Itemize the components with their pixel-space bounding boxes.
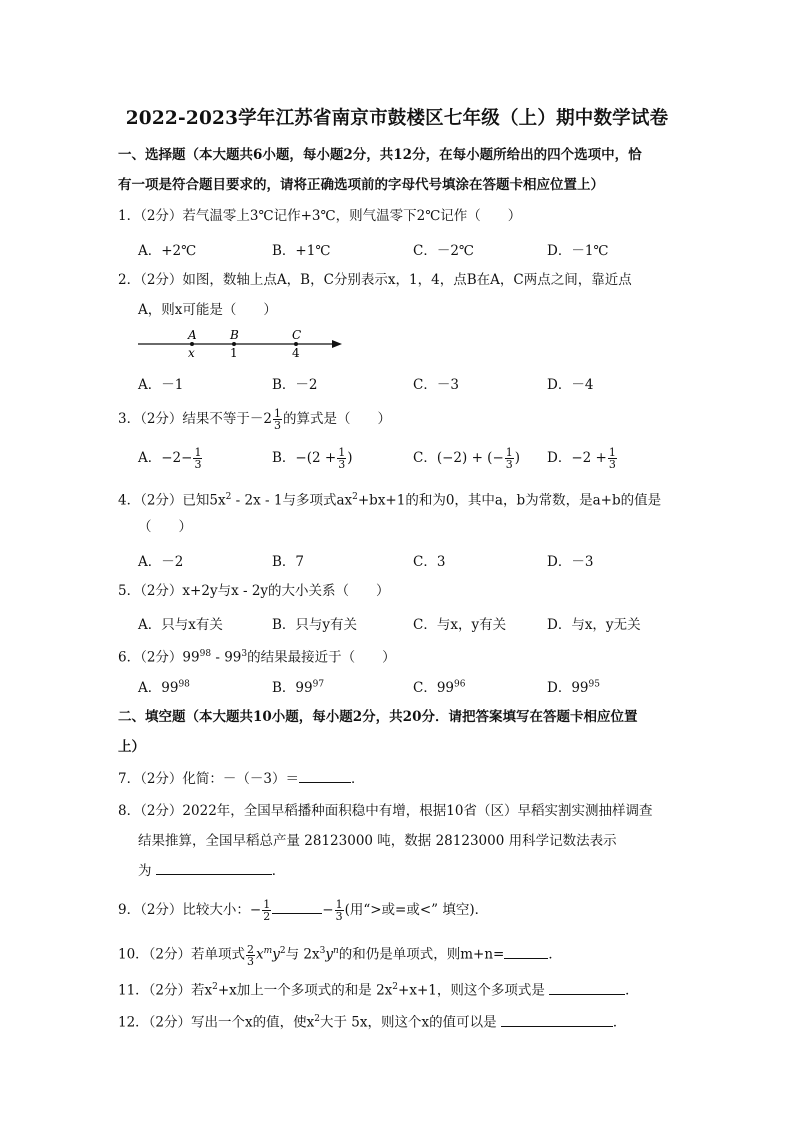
fraction [337,447,346,470]
q4-option-b: B．7 [272,554,305,570]
q1-option-c: C．－2℃ [413,243,475,259]
fraction [262,899,271,922]
q5-option-c: C．与x，y有关 [413,617,507,633]
q12-text: 12．（2分）写出一个x的值，使x [118,1014,315,1031]
q8-text: ． [271,863,286,879]
section-heading: 二、填空题（本大题共10小题，每小题2分，共20分．请把答案填写在答题卡相应位置 [118,709,638,725]
exponent: 2 [314,1014,320,1024]
q9-text: (用“>或=或<” 填空)． [344,902,489,918]
answer-blank[interactable] [501,1012,613,1027]
q7-text: 7．（2分）化简：－（－3）＝ [118,771,300,787]
q2-option-a: A．－1 [138,377,184,393]
question-10-stem [118,936,678,970]
fraction-denominator: 2 [263,910,271,923]
option-expr: −2− [161,450,193,466]
q11-text: ． [625,982,639,999]
exponent: 96 [454,679,466,690]
fraction [608,447,617,470]
question-12-stem [118,1004,678,1038]
option-expr: −(2 + [295,450,337,466]
q4-option-a: A．－2 [138,554,184,570]
exponent: 2 [352,492,358,502]
number-line-figure [136,326,346,362]
question-2-stem: 2．（2分）如图，数轴上点A，B，C分别表示x，1，4，点B在A，C两点之间，靠近点 [118,272,632,288]
q2-option-b: B．－2 [272,377,318,393]
q8-text: 为 [138,863,152,879]
answer-blank[interactable] [272,899,322,914]
fraction-denominator: 3 [338,458,346,471]
point-a-value: x [188,346,195,360]
q9-text: − [322,902,334,918]
q3-stem-suffix: 的算式是（ ） [283,411,392,427]
option-letter: C． [413,680,437,696]
q10-text: x [256,946,264,963]
fraction-numerator: 1 [608,446,616,459]
fraction-denominator: 3 [194,458,202,471]
option-expr: ) [347,450,353,466]
q4-text: +bx+1的和为0，其中a，b为常数，是a+b的值是 [357,492,662,509]
q4-option-c: C．3 [413,554,446,570]
question-8-stem: 8．（2分）2022年，全国早稻播种面积稳中有增，根据10省（区）早稻实割实测抽样调查 [118,803,653,819]
question-4-stem [118,482,678,516]
exponent: 3 [319,946,326,956]
option-base: 99 [436,680,455,696]
exponent: 2 [279,946,286,956]
q10-text: 10．（2分）若单项式 [118,946,246,963]
fraction-numerator: 1 [263,898,271,911]
option-letter: D． [547,450,572,466]
question-7-stem [118,764,678,794]
fraction-denominator: 3 [274,419,282,432]
q4-text: 4．（2分）已知5x [118,492,226,509]
exponent: 2 [212,982,218,992]
option-expr: ) [514,450,521,466]
option-expr: (−2) + (− [436,450,504,466]
fraction-numerator: 1 [335,898,343,911]
fraction [273,408,282,431]
option-expr: −2 + [571,450,607,466]
q3-option-d [547,446,618,470]
q2-option-d: D．－4 [547,377,594,393]
fraction-denominator: 3 [335,910,343,923]
exponent: 98 [199,649,212,659]
q5-option-b: B．只与y有关 [272,617,358,633]
question-3-stem [118,404,678,434]
answer-blank[interactable] [504,944,548,959]
q1-option-a: A．+2℃ [138,243,197,259]
question-2-stem: A，则x可能是（ ） [138,302,277,318]
point-c-label: C [292,328,302,342]
q1-option-d: D．－1℃ [547,243,609,259]
exponent: 95 [588,679,600,690]
q10-text: y [272,946,280,963]
q5-option-a: A．只与x有关 [138,617,223,633]
fraction [335,899,344,922]
question-5-stem: 5．（2分）x+2y与x - 2y的大小关系（ ） [118,583,390,599]
q12-text: ． [612,1014,627,1031]
fraction-numerator: 2 [247,942,255,956]
q6-option-a [138,676,190,696]
exponent: 97 [312,679,325,690]
page-title: 2022-2023学年江苏省南京市鼓楼区七年级（上）期中数学试卷 [125,108,669,129]
q3-stem-prefix: 3．（2分）结果不等于－2 [118,411,273,427]
q7-text: ． [351,771,365,787]
option-letter: B． [272,680,296,696]
answer-blank[interactable] [549,980,625,995]
option-letter: B． [272,450,296,466]
fraction-numerator: 1 [505,446,513,459]
exponent: n [332,946,339,956]
point-c-value: 4 [292,346,300,360]
q3-option-a [138,446,203,470]
q10-text: 与 2x [285,946,320,963]
answer-blank[interactable] [156,860,272,875]
q6-option-d [547,676,600,696]
q4-option-d: D．－3 [547,554,594,570]
point-b-value: 1 [230,346,238,360]
q6-option-b [272,676,324,696]
q6-text: 6．（2分）99 [118,649,200,666]
fraction-denominator: 3 [505,458,513,471]
exponent: 2 [392,982,399,992]
option-base: 99 [571,680,589,696]
option-base: 99 [295,680,313,696]
q5-option-d: D．与x，y无关 [547,617,641,633]
q12-text: 大于 5x，则这个x的值可以是 [319,1014,501,1031]
q4-text: - 2x - 1与多项式ax [231,492,353,509]
q10-text: 的和仍是单项式，则m+n= [338,946,505,963]
point-a-label: A [188,328,197,342]
q11-text: +x+1，则这个多项式是 [398,982,550,999]
fraction [505,447,514,470]
q10-text: y [325,946,333,963]
q10-text: ． [548,946,562,963]
exponent: m [263,946,273,956]
q6-text: - 99 [211,649,242,666]
option-letter: A． [138,450,162,466]
section-heading: 有一项是符合题目要求的，请将正确选项前的字母代号填涂在答题卡相应位置上） [118,177,604,193]
question-11-stem [118,972,678,1006]
question-9-stem [118,895,678,925]
option-letter: A． [138,680,162,696]
point-b-label: B [230,328,239,342]
exponent: 2 [225,492,232,502]
fraction-denominator: 3 [247,954,255,968]
question-8-stem: 结果推算，全国早稻总产量 28123000 吨，数据 28123000 用科学记数法表示 [138,833,617,849]
fraction-numerator: 1 [194,446,202,459]
exponent: 98 [178,679,190,690]
option-base: 99 [161,680,179,696]
section-heading: 上） [118,739,145,755]
option-letter: D． [547,680,572,696]
q2-option-c: C．－3 [413,377,459,393]
q6-option-c [413,676,465,696]
q1-option-b: B．+1℃ [272,243,331,259]
fraction [193,447,202,470]
question-4-stem: （ ） [138,519,192,535]
q9-text: 9．（2分）比较大小：− [118,902,262,918]
question-6-stem [118,639,678,673]
q6-text: 的结果最接近于（ ） [247,649,396,666]
section-heading: 一、选择题（本大题共6小题，每小题2分，共12分，在每小题所给出的四个选项中，恰 [118,147,642,163]
fraction-numerator: 1 [274,407,282,420]
q11-text: 11．（2分）若x [118,982,213,999]
number-line-arrow [332,340,342,348]
fraction [246,944,255,967]
answer-blank[interactable] [299,768,351,783]
exponent: 3 [241,649,248,659]
q11-text: +x加上一个多项式的和是 2x [217,982,393,999]
option-letter: C． [413,450,437,466]
question-8-stem [138,856,285,886]
q3-option-c [413,446,520,470]
fraction-numerator: 1 [338,446,346,459]
q3-option-b [272,446,352,470]
question-1-stem: 1．（2分）若气温零上3℃记作+3℃，则气温零下2℃记作（ ） [118,208,522,224]
fraction-denominator: 3 [608,458,616,471]
